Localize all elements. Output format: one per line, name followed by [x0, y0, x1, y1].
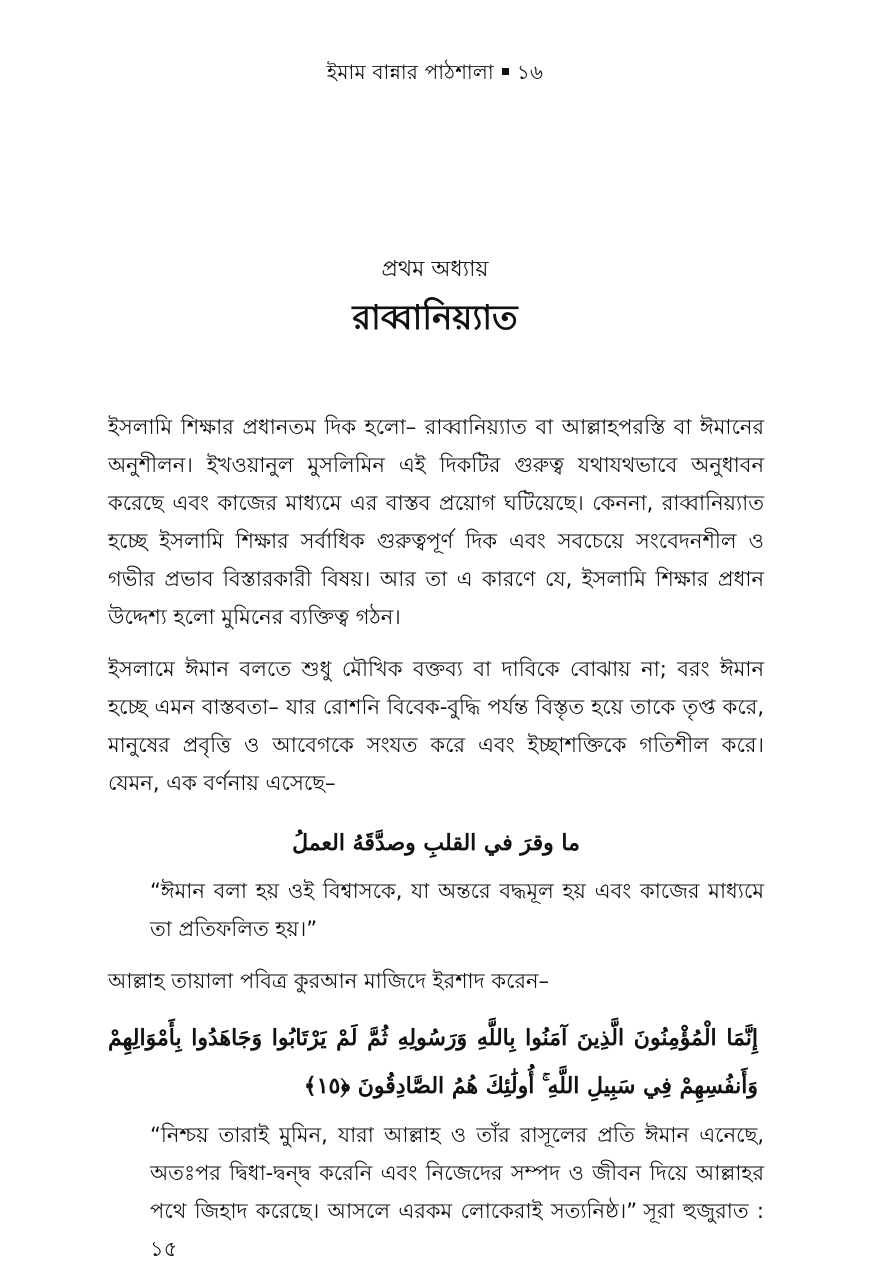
- chapter-label: প্রথম অধ্যায়: [381, 257, 489, 282]
- page-number: ১৬: [516, 60, 544, 84]
- running-header: [0, 58, 870, 91]
- running-title: ইমাম বান্নার পাঠশালা: [326, 60, 494, 84]
- quran-verse: إِنَّمَا الْمُؤْمِنُونَ الَّذِينَ آمَنُوا بِاللَّهِ وَرَسُولِهِ ثُمَّ لَمْ يَرْتَابُوا وَجَاهَدُوا بِأَمْوَالِهِمْ وَأَنفُسِهِمْ فِي سَبِيلِ اللَّهِ ۚ أُولَٰئِكَ هُمُ الصَّادِقُونَ ﴿١٥﴾: [108, 1025, 758, 1099]
- saying-translation: “ঈমান বলা হয় ওই বিশ্বাসকে, যা অন্তরে বদ্ধমূল হয় এবং কাজের মাধ্যমে তা প্রতিফলিত হয়।”: [150, 879, 764, 941]
- paragraph-iman: ইসলামে ঈমান বলতে শুধু মৌখিক বক্তব্য বা দাবিকে বোঝায় না; বরং ঈমান হচ্ছে এমন বাস্তবতা– যার রোশনি বিবেক-বুদ্ধি পর্যন্ত বিস্তৃত হয়ে তাকে তৃপ্ত করে, মানুষের প্রবৃত্তি ও আবেগকে সংযত করে এবং ইচ্ছাশক্তিকে গতিশীল করে। যেমন, এক বর্ণনায় এসেছে–: [108, 657, 764, 795]
- main-content: [108, 408, 764, 1268]
- chapter-title: রাব্বানিয়্যাত: [352, 298, 518, 338]
- separator-square-icon: [502, 68, 509, 75]
- paragraph-intro: ইসলামি শিক্ষার প্রধানতম দিক হলো– রাব্বানিয়্যাত বা আল্লাহপরস্তি বা ঈমানের অনুশীলন। ইখওয়ানুল মুসলিমিন এই দিকটির গুরুত্ব যথাযথভাবে অনুধাবন করেছে এবং কাজের মাধ্যমে এর বাস্তব প্রয়োগ ঘটিয়েছে। কেননা, রাব্বানিয়্যাত হচ্ছে ইসলামি শিক্ষার সর্বাধিক গুরুত্বপূর্ণ দিক এবং সবচেয়ে সংবেদনশীল ও গভীর প্রভাব বিস্তারকারী বিষয়। আর তা এ কারণে যে, ইসলামি শিক্ষার প্রধান উদ্দেশ্য হলো মুমিনের ব্যক্তিত্ব গঠন।: [108, 415, 764, 629]
- verse-translation-text: “নিশ্চয় তারাই মুমিন, যারা আল্লাহ ও তাঁর রাসূলের প্রতি ঈমান এনেছে, অতঃপর দ্বিধা-দ্বন্দ্ব করেনি এবং নিজেদের সম্পদ ও জীবন দিয়ে আল্লাহর পথে জিহাদ করেছে। আসলে এরকম লোকেরাই সত্যনিষ্ঠ।”: [150, 1123, 764, 1223]
- verse-reference: সূরা হুজুরাত : ১৫: [150, 1199, 764, 1261]
- arabic-saying: ما وقرَ في القلبِ وصدَّقَهُ العملُ: [292, 830, 580, 856]
- verse-translation: [150, 1116, 764, 1268]
- verse-introduction: আল্লাহ তায়ালা পবিত্র কুরআন মাজিদে ইরশাদ করেন–: [108, 969, 550, 993]
